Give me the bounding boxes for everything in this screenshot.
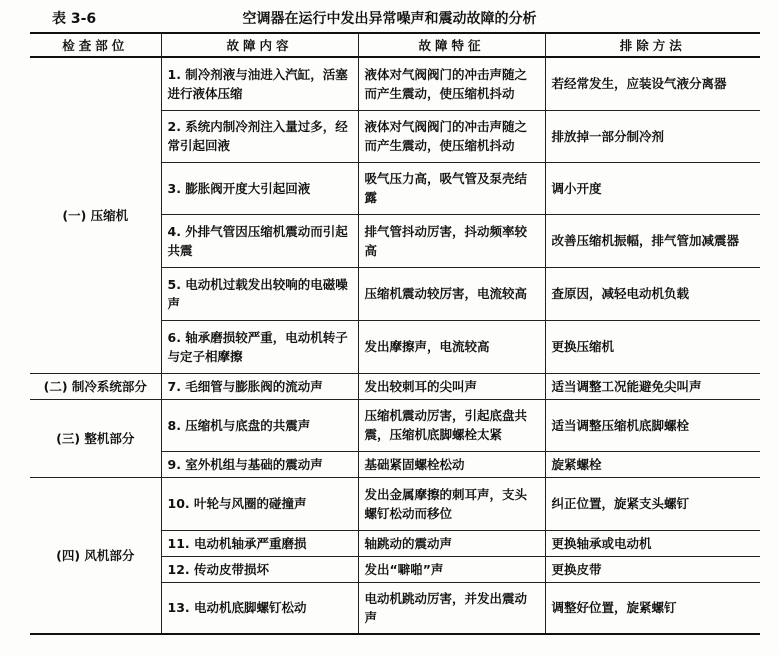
remedy-cell: 适当调整工况能避免尖叫声	[545, 373, 760, 399]
feature-cell: 轴跳动的震动声	[358, 530, 545, 556]
content-cell: 1. 制冷剂液与油进入汽缸，活塞进行液体压缩	[161, 57, 358, 110]
feature-cell: 基础紧固螺栓松动	[358, 451, 545, 477]
content-cell: 8. 压缩机与底盘的共震声	[161, 399, 358, 451]
content-cell: 2. 系统内制冷剂注入量过多，经常引起回液	[161, 110, 358, 162]
table-title: 空调器在运行中发出异常噪声和震动故障的分析	[242, 11, 537, 27]
feature-cell: 发出金属摩擦的刺耳声，支头螺钉松动而移位	[358, 477, 545, 530]
feature-cell: 液体对气阀阀门的冲击声随之而产生震动，使压缩机抖动	[358, 57, 545, 110]
feature-cell: 压缩机震动厉害，引起底盘共震，压缩机底脚螺栓太紧	[358, 399, 545, 451]
feature-cell: 发出摩擦声，电流较高	[358, 320, 545, 373]
remedy-cell: 纠正位置，旋紧支头螺钉	[545, 477, 760, 530]
remedy-cell: 若经常发生，应装设气液分离器	[545, 57, 760, 110]
content-cell: 3. 膨胀阀开度大引起回液	[161, 162, 358, 214]
content-cell: 13. 电动机底脚螺钉松动	[161, 582, 358, 634]
table-caption	[0, 8, 779, 30]
feature-cell: 发出“噼啪”声	[358, 556, 545, 582]
remedy-cell: 更换轴承或电动机	[545, 530, 760, 556]
header-content: 故障内容	[161, 33, 358, 57]
part-cell: (一) 压缩机	[30, 57, 161, 373]
part-cell: (四) 风机部分	[30, 477, 161, 634]
feature-cell: 吸气压力高，吸气管及泵壳结露	[358, 162, 545, 214]
header-part: 检查部位	[30, 33, 161, 57]
feature-cell: 液体对气阀阀门的冲击声随之而产生震动，使压缩机抖动	[358, 110, 545, 162]
content-cell: 12. 传动皮带损坏	[161, 556, 358, 582]
feature-cell: 压缩机震动较厉害，电流较高	[358, 267, 545, 320]
fault-analysis-table	[30, 32, 760, 635]
table-number: 表 3-6	[52, 11, 97, 27]
remedy-cell: 调小开度	[545, 162, 760, 214]
content-cell: 6. 轴承磨损较严重，电动机转子与定子相摩擦	[161, 320, 358, 373]
remedy-cell: 改善压缩机振幅，排气管加减震器	[545, 214, 760, 267]
feature-cell: 发出较刺耳的尖叫声	[358, 373, 545, 399]
content-cell: 11. 电动机轴承严重磨损	[161, 530, 358, 556]
table-row	[30, 477, 760, 530]
remedy-cell: 查原因，减轻电动机负载	[545, 267, 760, 320]
content-cell: 5. 电动机过载发出较响的电磁噪声	[161, 267, 358, 320]
part-cell: (二) 制冷系统部分	[30, 373, 161, 399]
content-cell: 4. 外排气管因压缩机震动而引起共震	[161, 214, 358, 267]
content-cell: 7. 毛细管与膨胀阀的流动声	[161, 373, 358, 399]
feature-cell: 电动机跳动厉害，并发出震动声	[358, 582, 545, 634]
table-row	[30, 57, 760, 110]
remedy-cell: 更换皮带	[545, 556, 760, 582]
remedy-cell: 排放掉一部分制冷剂	[545, 110, 760, 162]
remedy-cell: 旋紧螺栓	[545, 451, 760, 477]
content-cell: 10. 叶轮与风圈的碰撞声	[161, 477, 358, 530]
remedy-cell: 更换压缩机	[545, 320, 760, 373]
feature-cell: 排气管抖动厉害，抖动频率较高	[358, 214, 545, 267]
header-remedy: 排除方法	[545, 33, 760, 57]
header-row	[30, 33, 760, 57]
remedy-cell: 适当调整压缩机底脚螺栓	[545, 399, 760, 451]
remedy-cell: 调整好位置，旋紧螺钉	[545, 582, 760, 634]
table-row	[30, 373, 760, 399]
part-cell: (三) 整机部分	[30, 399, 161, 477]
table-row	[30, 399, 760, 451]
header-feature: 故障特征	[358, 33, 545, 57]
content-cell: 9. 室外机组与基础的震动声	[161, 451, 358, 477]
